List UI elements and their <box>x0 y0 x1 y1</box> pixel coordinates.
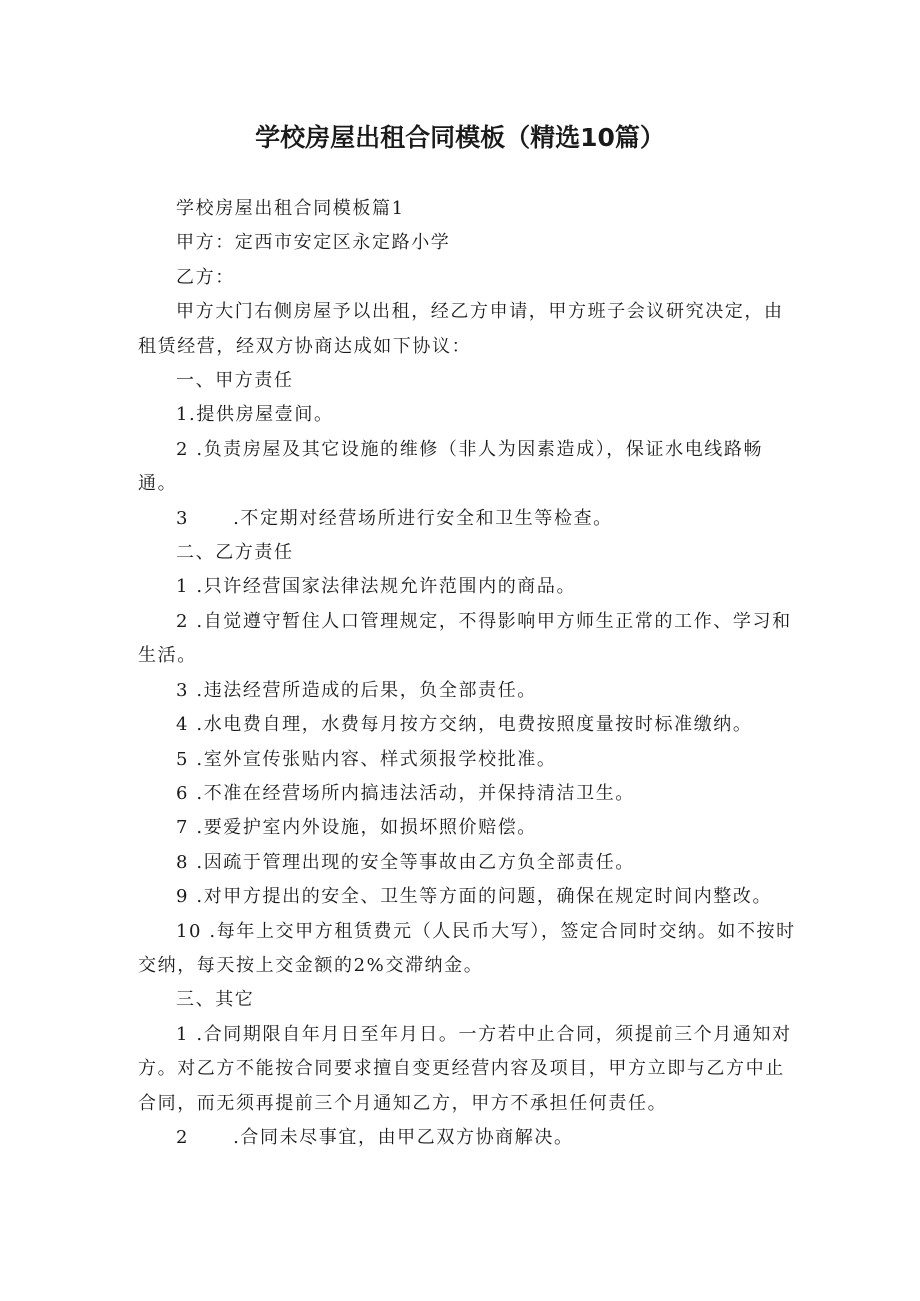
clause-number: 2 <box>176 1126 190 1148</box>
clause-item <box>138 502 798 536</box>
clause-item: 9 .对甲方提出的安全、卫生等方面的问题，确保在规定时间内整改。 <box>176 886 773 908</box>
clause-text: .合同未尽事宜，由甲乙双方协商解决。 <box>233 1126 574 1148</box>
document-title: 学校房屋出租合同模板（精选10篇） <box>255 123 665 152</box>
clause-item: 1.提供房屋壹间。 <box>176 404 334 426</box>
clause-number: 3 <box>176 507 190 529</box>
clause-item: 4 .水电费自理，水费每月按方交纳，电费按照度量按时标准缴纳。 <box>176 714 753 736</box>
party-a-line: 甲方：定西市安定区永定路小学 <box>176 232 451 254</box>
clause-heading-party-b: 二、乙方责任 <box>176 542 294 564</box>
clause-item: 2 .负责房屋及其它设施的维修（非人为因素造成），保证水电线路畅通。 <box>138 438 764 495</box>
section-heading: 学校房屋出租合同模板篇1 <box>176 198 405 219</box>
clause-text: .不定期对经营场所进行安全和卫生等检查。 <box>233 507 613 529</box>
document-body <box>138 192 798 1155</box>
clause-heading-other: 三、其它 <box>176 989 255 1011</box>
party-b-line: 乙方： <box>176 266 235 288</box>
clause-item: 6 .不准在经营场所内搞违法活动，并保持清洁卫生。 <box>176 782 635 804</box>
clause-item: 1 .合同期限自年月日至年月日。一方若中止合同，须提前三个月通知对方。对乙方不能按合同要求擅自变更经营内容及项目，甲方立即与乙方中止合同，而无须再提前三个月通知乙方，甲方不承担任何责任。 <box>138 1023 792 1114</box>
clause-item: 2 .自觉遵守暂住人口管理规定，不得影响甲方师生正常的工作、学习和生活。 <box>138 610 792 667</box>
clause-item: 8 .因疏于管理出现的安全等事故由乙方负全部责任。 <box>176 851 635 873</box>
clause-item <box>138 1121 798 1155</box>
clause-item: 3 .违法经营所造成的后果，负全部责任。 <box>176 679 537 701</box>
clause-item: 7 .要爱护室内外设施，如损坏照价赔偿。 <box>176 817 537 839</box>
clause-heading-party-a: 一、甲方责任 <box>176 370 294 392</box>
clause-item: 1 .只许经营国家法律法规允许范围内的商品。 <box>176 576 577 598</box>
intro-paragraph: 甲方大门右侧房屋予以出租，经乙方申请，甲方班子会议研究决定，由租赁经营，经双方协商达成如下协议： <box>138 301 784 357</box>
clause-item: 10 .每年上交甲方租赁费元（人民币大写），签定合同时交纳。如不按时交纳，每天按上交金额的2%交滞纳金。 <box>138 920 796 976</box>
clause-item: 5 .室外宣传张贴内容、样式须报学校批准。 <box>176 748 557 770</box>
